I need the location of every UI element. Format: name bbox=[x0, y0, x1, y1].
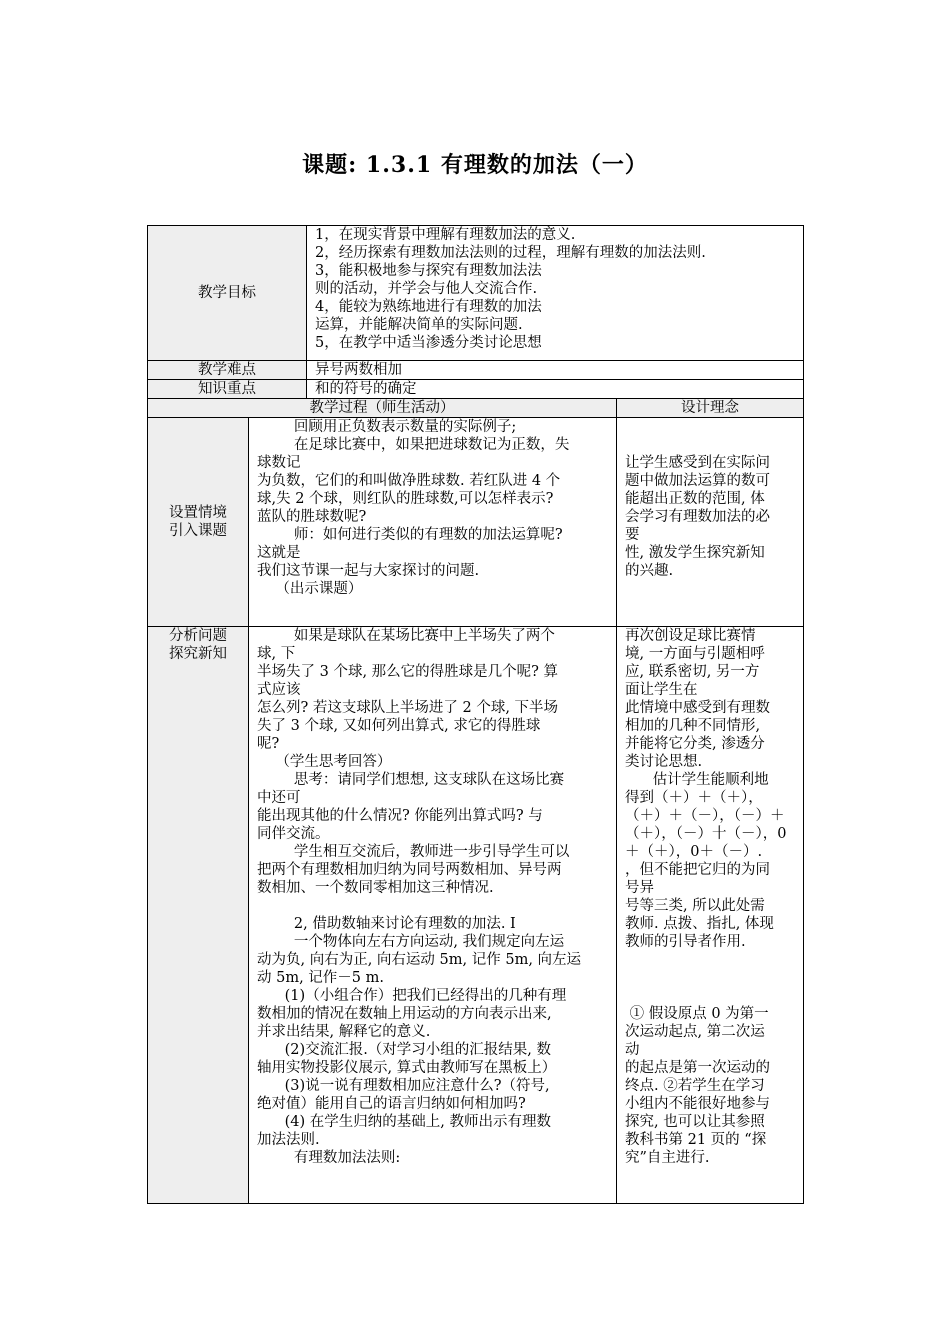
setup-label-line: 引入课题 bbox=[169, 523, 227, 539]
analyze-content-line: 并求出结果, 解释它的意义. bbox=[257, 1024, 431, 1040]
analyze-content-line: 绝对值）能用自己的语言归纳如何相加吗? bbox=[257, 1096, 526, 1112]
analyze-rationale-line bbox=[625, 951, 795, 969]
analyze-content-line: 思考：请同学们想想, 这支球队在这场比赛 bbox=[257, 772, 565, 788]
setup-content-line: 这就是 bbox=[257, 545, 301, 561]
setup-rationale-line: 会学习有理数加法的必 bbox=[625, 509, 770, 525]
analyze-rationale-line bbox=[625, 987, 795, 1005]
difficulty-label: 教学难点 bbox=[148, 361, 307, 380]
analyze-content-line: 失了 3 个球, 又如何列出算式, 求它的得胜球 bbox=[257, 718, 541, 734]
setup-rationale-line: 的兴趣. bbox=[625, 563, 674, 579]
analyze-rationale-line: 并能将它分类, 渗透分 bbox=[625, 736, 765, 752]
analyze-content-line: 同伴交流。 bbox=[257, 826, 330, 842]
setup-rationale-line bbox=[625, 436, 795, 454]
analyze-rationale-line: 类讨论思想. bbox=[625, 754, 703, 770]
keypoint-value: 和的符号的确定 bbox=[307, 380, 804, 399]
setup-content-line: 回顾用正负数表示数量的实际例子; bbox=[257, 419, 517, 435]
goals-label: 教学目标 bbox=[148, 226, 307, 361]
setup-rationale-lines bbox=[625, 418, 795, 580]
setup-row bbox=[148, 418, 804, 627]
setup-rationale-line: 能超出正数的范围, 体 bbox=[625, 491, 765, 507]
analyze-content-line: (2)交流汇报.（对学习小组的汇报结果, 数 bbox=[257, 1042, 552, 1058]
analyze-rationale-line: ① 假设原点 0 为第一 bbox=[625, 1006, 769, 1022]
analyze-content-line: 轴用实物投影仪展示, 算式由教师写在黑板上） bbox=[257, 1060, 557, 1076]
analyze-rationale-line: 相加的几种不同情形, bbox=[625, 718, 761, 734]
analyze-rationale-line: 此情境中感受到有理数 bbox=[625, 700, 770, 716]
setup-content-line: 球,失 2 个球，则红队的胜球数,可以怎样表示? bbox=[257, 491, 554, 507]
setup-content-line: 球数记 bbox=[257, 455, 301, 471]
analyze-content-lines bbox=[257, 627, 608, 1167]
analyze-label-lines bbox=[156, 627, 240, 663]
analyze-rationale-line: 再次创设足球比赛情 bbox=[625, 628, 756, 644]
setup-rationale-line bbox=[625, 418, 795, 436]
analyze-rationale-line: 教科书第 21 页的 “探 bbox=[625, 1132, 767, 1148]
analyze-content-line: （学生思考回答） bbox=[257, 754, 392, 770]
analyze-content-line: 2, 借助数轴来讨论有理数的加法. I bbox=[257, 916, 516, 932]
analyze-content-line: 能出现其他的什么情况? 你能列出算式吗? 与 bbox=[257, 808, 543, 824]
setup-content-line: （出示课题） bbox=[257, 581, 363, 597]
analyze-content-line: 动为负, 向右为正, 向右运动 5m, 记作 5m, 向左运 bbox=[257, 952, 582, 968]
goals-lines bbox=[315, 226, 795, 352]
goal-line: 4，能较为熟练地进行有理数的加法 bbox=[315, 299, 542, 315]
analyze-content-line: 呢? bbox=[257, 736, 280, 752]
setup-label-line: 设置情境 bbox=[169, 505, 227, 521]
keypoint-row bbox=[148, 380, 804, 399]
analyze-rationale-line: 号等三类, 所以此处需 bbox=[625, 898, 765, 914]
page-title: 课题: 1.3.1 有理数的加法（一） bbox=[302, 152, 648, 178]
analyze-content-line: 半场失了 3 个球, 那么它的得胜球是几个呢? 算 bbox=[257, 664, 559, 680]
analyze-rationale-line: 估计学生能顺利地 bbox=[625, 772, 769, 788]
goal-line: 5，在教学中适当渗透分类讨论思想 bbox=[315, 335, 542, 351]
analyze-content-line: 数相加、一个数同零相加这三种情况. bbox=[257, 880, 494, 896]
setup-content-line: 在足球比赛中，如果把进球数记为正数，失 bbox=[257, 437, 570, 453]
analyze-row bbox=[148, 627, 804, 1204]
analyze-content-line: 球, 下 bbox=[257, 646, 296, 662]
analyze-rationale-line: 号异 bbox=[625, 880, 654, 896]
setup-rationale-line: 性, 激发学生探究新知 bbox=[625, 545, 765, 561]
analyze-rationale-line: 教师的引导者作用. bbox=[625, 934, 746, 950]
analyze-content-line: 数相加的情况在数轴上用运动的方向表示出来, bbox=[257, 1006, 552, 1022]
analyze-content-line: (3)说一说有理数相加应注意什么?（符号, bbox=[257, 1078, 550, 1094]
analyze-content-line: (1)（小组合作）把我们已经得出的几种有理 bbox=[257, 988, 567, 1004]
analyze-rationale-line: 应, 联系密切, 另一方 bbox=[625, 664, 760, 680]
analyze-rationale-line: 的起点是第一次运动的 bbox=[625, 1060, 770, 1076]
setup-label bbox=[148, 418, 249, 627]
analyze-rationale-line: 次运动起点, 第二次运 bbox=[625, 1024, 765, 1040]
analyze-rationale-line: 小组内不能很好地参与 bbox=[625, 1096, 770, 1112]
setup-content-lines bbox=[257, 418, 608, 598]
goals-content bbox=[307, 226, 804, 361]
analyze-content-line: 有理数加法法则: bbox=[257, 1150, 401, 1166]
setup-content bbox=[249, 418, 617, 627]
analyze-content-line: (4) 在学生归纳的基础上, 教师出示有理数 bbox=[257, 1114, 552, 1130]
analyze-content-line: 中还可 bbox=[257, 790, 301, 806]
process-header-row bbox=[148, 399, 804, 418]
analyze-content-line bbox=[257, 897, 608, 915]
analyze-content-line: 如果是球队在某场比赛中上半场失了两个 bbox=[257, 628, 555, 644]
analyze-label-line: 探究新知 bbox=[169, 646, 227, 662]
setup-label-lines bbox=[148, 504, 248, 540]
analyze-rationale-line: 动 bbox=[625, 1042, 640, 1058]
goals-row bbox=[148, 226, 804, 361]
analyze-label bbox=[148, 627, 249, 1204]
analyze-content-line: 动 5m, 记作－5 m. bbox=[257, 970, 384, 986]
goal-line: 1，在现实背景中理解有理数加法的意义. bbox=[315, 227, 576, 243]
process-header-left: 教学过程（师生活动） bbox=[148, 399, 617, 418]
analyze-rationale-line: （＋）＋（－），（－）＋ bbox=[625, 808, 785, 824]
analyze-rationale-line: 得到（＋）＋（＋）， bbox=[625, 790, 763, 806]
analyze-content-line: 怎么列? 若这支球队上半场进了 2 个球, 下半场 bbox=[257, 700, 559, 716]
analyze-rationale bbox=[617, 627, 804, 1204]
setup-content-line: 蓝队的胜球数呢? bbox=[257, 509, 367, 525]
analyze-content-line: 学生相互交流后，教师进一步引导学生可以 bbox=[257, 844, 570, 860]
setup-content-line: 师：如何进行类似的有理数的加法运算呢? bbox=[257, 527, 563, 543]
analyze-rationale-line: 终点. ②若学生在学习 bbox=[625, 1078, 765, 1094]
goal-line: 运算，并能解决简单的实际问题. bbox=[315, 317, 523, 333]
setup-rationale-line: 题中做加法运算的数可 bbox=[625, 473, 770, 489]
analyze-rationale-line: 究”自主进行. bbox=[625, 1150, 710, 1166]
goal-line: 2，经历探索有理数加法法则的过程，理解有理数的加法法则. bbox=[315, 245, 706, 261]
analyze-rationale-line: ，但不能把它归的为同 bbox=[625, 862, 770, 878]
analyze-rationale-line: 教师. 点拨、指扎, 体现 bbox=[625, 916, 774, 932]
process-header-right: 设计理念 bbox=[617, 399, 804, 418]
analyze-content-line: 把两个有理数相加归纳为同号两数相加、异号两 bbox=[257, 862, 562, 878]
analyze-rationale-line: ＋（＋），0＋（－）. bbox=[625, 844, 763, 860]
setup-rationale bbox=[617, 418, 804, 627]
lesson-plan-table bbox=[147, 225, 804, 1204]
analyze-content-line: 加法法则. bbox=[257, 1132, 320, 1148]
keypoint-label: 知识重点 bbox=[148, 380, 307, 399]
analyze-content-line: 一个物体向左右方向运动, 我们规定向左运 bbox=[257, 934, 565, 950]
analyze-label-line: 分析问题 bbox=[169, 628, 227, 644]
difficulty-value: 异号两数相加 bbox=[307, 361, 804, 380]
analyze-rationale-lines bbox=[625, 627, 795, 1167]
goal-line: 则的活动，并学会与他人交流合作. bbox=[315, 281, 538, 297]
goal-line: 3，能积极地参与探究有理数加法法 bbox=[315, 263, 542, 279]
analyze-rationale-line: （＋），（－）十（－），0 bbox=[625, 826, 787, 842]
setup-rationale-line: 要 bbox=[625, 527, 640, 543]
setup-content-line: 为负数，它们的和叫做净胜球数. 若红队进 4 个 bbox=[257, 473, 561, 489]
setup-rationale-line: 让学生感受到在实际问 bbox=[625, 455, 770, 471]
difficulty-row bbox=[148, 361, 804, 380]
analyze-rationale-line: 探究, 也可以让其参照 bbox=[625, 1114, 765, 1130]
analyze-rationale-line bbox=[625, 969, 795, 987]
analyze-content-line: 式应该 bbox=[257, 682, 301, 698]
analyze-rationale-line: 面让学生在 bbox=[625, 682, 698, 698]
analyze-rationale-line: 境, 一方面与引题相呼 bbox=[625, 646, 765, 662]
analyze-content bbox=[249, 627, 617, 1204]
setup-content-line: 我们这节课一起与大家探讨的问题. bbox=[257, 563, 480, 579]
